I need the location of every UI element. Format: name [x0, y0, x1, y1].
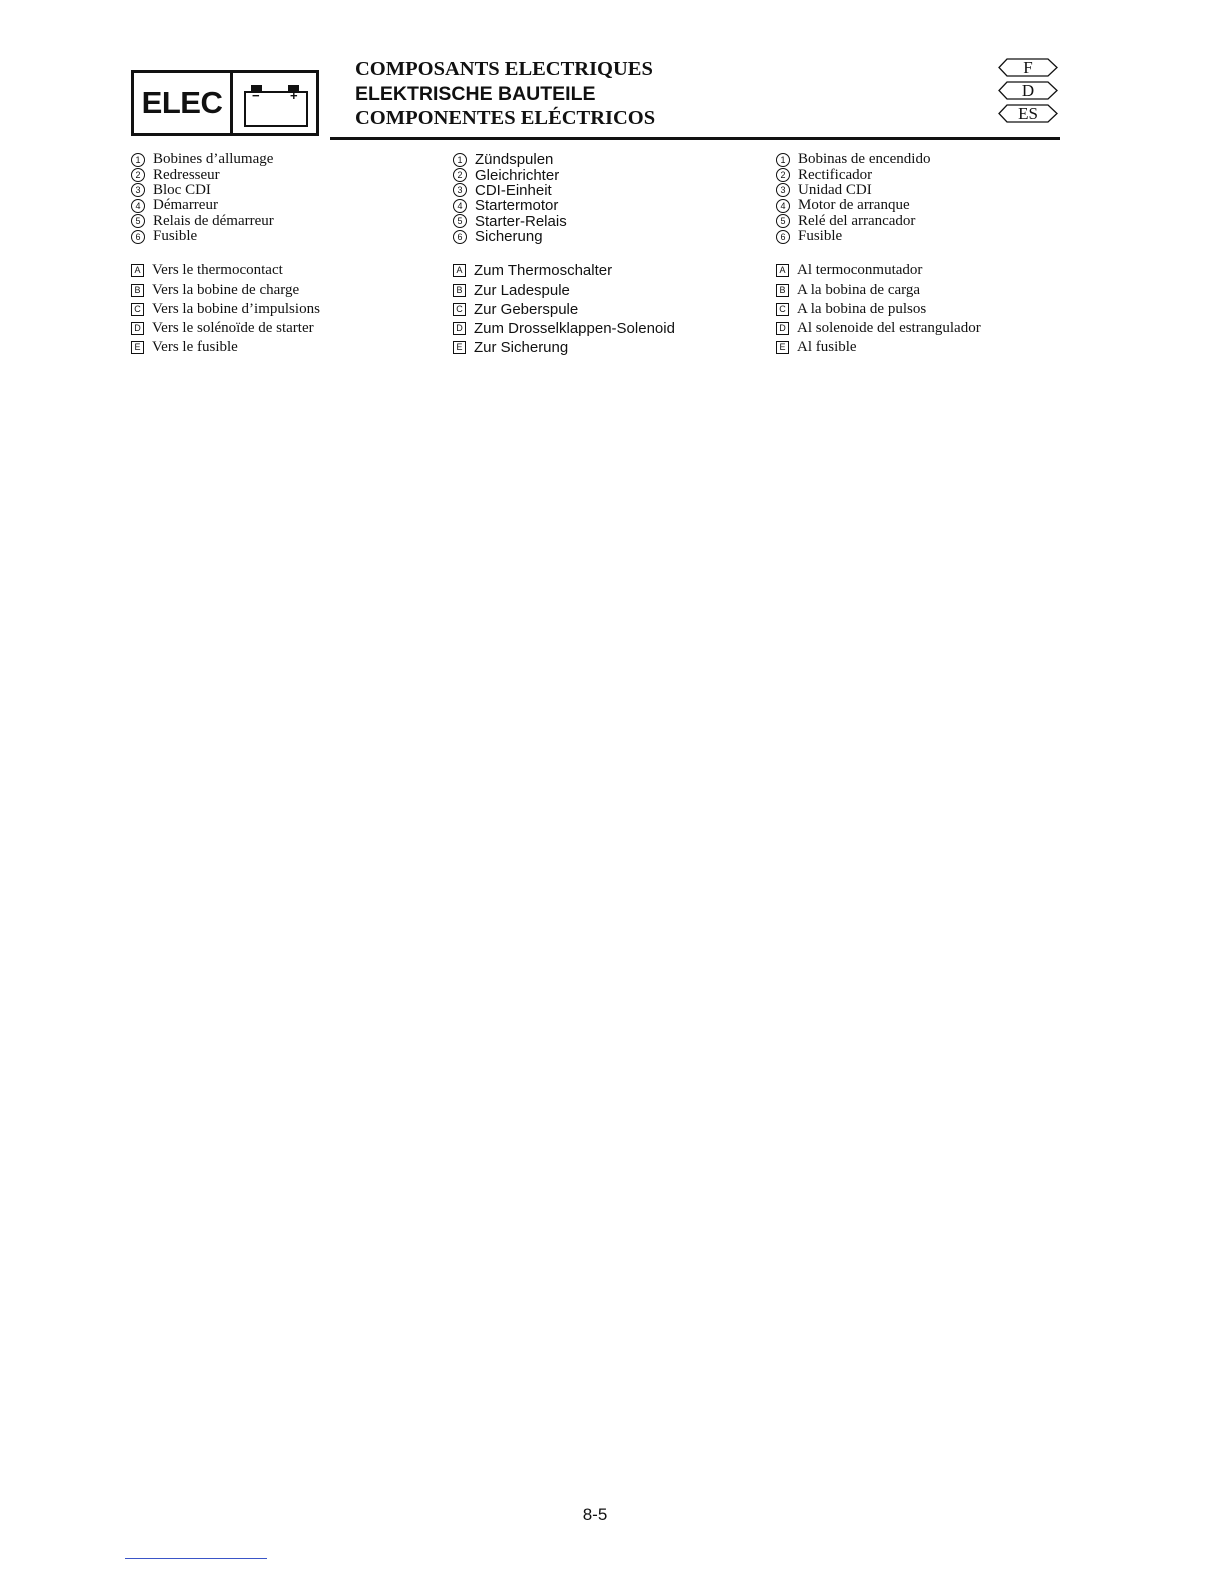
- circled-number: 6: [453, 230, 467, 244]
- battery-positive-sign: +: [290, 88, 298, 103]
- list-item: [776, 183, 981, 198]
- item-text: Relé del arrancador: [798, 212, 916, 229]
- boxed-letter: B: [453, 284, 466, 297]
- boxed-letter: D: [131, 322, 144, 335]
- item-text: A la bobina de pulsos: [797, 300, 927, 317]
- lang-tag-label: ES: [1018, 104, 1038, 123]
- list-item: [131, 281, 320, 300]
- item-text: Zündspulen: [475, 151, 554, 169]
- boxed-letter: A: [776, 264, 789, 277]
- item-text: Relais de démarreur: [153, 212, 274, 229]
- item-text: Zum Thermoschalter: [474, 262, 613, 280]
- lang-tag-label: D: [1021, 81, 1035, 100]
- boxed-letter: E: [453, 341, 466, 354]
- list-item: [131, 214, 320, 229]
- circled-number: 4: [453, 199, 467, 213]
- item-text: Zur Ladespule: [474, 281, 570, 299]
- boxed-letter: B: [776, 284, 789, 297]
- list-item: [453, 261, 675, 280]
- item-text: Vers la bobine d’impulsions: [152, 300, 320, 317]
- title-german: ELEKTRISCHE BAUTEILE: [355, 82, 596, 105]
- list-item: [453, 152, 675, 167]
- list-item: [453, 319, 675, 338]
- circled-number: 1: [131, 153, 145, 167]
- list-item: [131, 338, 320, 357]
- list-item: [131, 300, 320, 319]
- boxed-letter: B: [131, 284, 144, 297]
- item-text: Bobinas de encendido: [798, 151, 931, 168]
- list-item: [776, 261, 981, 280]
- circled-number: 5: [776, 214, 790, 228]
- list-item: [131, 183, 320, 198]
- numbered-list: [131, 152, 320, 244]
- list-item: [776, 229, 981, 244]
- list-item: [131, 261, 320, 280]
- circled-number: 4: [776, 199, 790, 213]
- item-text: Vers la bobine de charge: [152, 281, 300, 298]
- item-text: Bobines d’allumage: [153, 151, 274, 168]
- title-french: COMPOSANTS ELECTRIQUES: [355, 58, 653, 80]
- list-item: [131, 152, 320, 167]
- item-text: CDI-Einheit: [475, 181, 552, 199]
- lang-tag-german: [998, 81, 1058, 100]
- item-text: Unidad CDI: [798, 181, 872, 198]
- battery-negative-sign: −: [252, 88, 260, 103]
- list-item: [776, 319, 981, 338]
- circled-number: 3: [776, 183, 790, 197]
- list-item: [776, 281, 981, 300]
- item-text: Bloc CDI: [153, 181, 211, 198]
- item-text: Zum Drosselklappen-Solenoid: [474, 320, 675, 337]
- boxed-letter: D: [453, 322, 466, 335]
- item-text: Starter-Relais: [475, 212, 567, 230]
- circled-number: 4: [131, 199, 145, 213]
- lang-tag-french: [998, 58, 1058, 77]
- item-text: Vers le fusible: [152, 339, 238, 356]
- boxed-letter: E: [776, 341, 789, 354]
- lettered-list: [131, 261, 320, 357]
- item-text: Fusible: [153, 228, 198, 245]
- lang-tag-label: F: [1023, 58, 1033, 77]
- list-item: [131, 167, 320, 182]
- boxed-letter: A: [131, 264, 144, 277]
- item-text: Gleichrichter: [475, 166, 560, 184]
- boxed-letter: A: [453, 264, 466, 277]
- item-text: Redresseur: [153, 166, 220, 183]
- header-rule: [330, 137, 1060, 140]
- boxed-letter: E: [131, 341, 144, 354]
- item-text: Rectificador: [798, 166, 873, 183]
- item-text: Vers le thermocontact: [152, 262, 283, 279]
- elec-label: ELEC: [134, 73, 233, 133]
- list-item: [453, 167, 675, 182]
- list-item: [776, 198, 981, 213]
- list-item: [453, 198, 675, 213]
- list-item: [453, 229, 675, 244]
- item-text: A la bobina de carga: [797, 281, 921, 298]
- lettered-list: [453, 261, 675, 357]
- list-item: [776, 338, 981, 357]
- list-item: [131, 198, 320, 213]
- list-item: [776, 214, 981, 229]
- elec-section-badge: [131, 70, 319, 136]
- boxed-letter: D: [776, 322, 789, 335]
- circled-number: 5: [131, 214, 145, 228]
- numbered-list: [453, 152, 675, 244]
- list-item: [776, 300, 981, 319]
- battery-icon: [233, 73, 316, 133]
- circled-number: 1: [453, 153, 467, 167]
- item-text: Motor de arranque: [798, 197, 910, 214]
- column-german: [453, 152, 675, 357]
- boxed-letter: C: [453, 303, 466, 316]
- item-text: Zur Sicherung: [474, 339, 569, 357]
- list-item: [453, 300, 675, 319]
- circled-number: 2: [776, 168, 790, 182]
- circled-number: 2: [453, 168, 467, 182]
- language-tags: [998, 58, 1058, 127]
- boxed-letter: C: [131, 303, 144, 316]
- list-item: [453, 183, 675, 198]
- title-spanish: COMPONENTES ELÉCTRICOS: [355, 107, 656, 129]
- list-item: [131, 319, 320, 338]
- item-text: Al fusible: [797, 339, 857, 356]
- footer-line: [125, 1558, 267, 1559]
- circled-number: 1: [776, 153, 790, 167]
- lang-tag-spanish: [998, 104, 1058, 123]
- list-item: [453, 281, 675, 300]
- item-text: Fusible: [798, 228, 843, 245]
- column-spanish: [776, 152, 981, 357]
- list-item: [453, 338, 675, 357]
- item-text: Démarreur: [153, 197, 218, 214]
- numbered-list: [776, 152, 981, 244]
- circled-number: 6: [131, 230, 145, 244]
- list-item: [776, 167, 981, 182]
- page-number: 8-5: [582, 1505, 608, 1524]
- lettered-list: [776, 261, 981, 357]
- item-text: Al termoconmutador: [797, 262, 923, 279]
- list-item: [776, 152, 981, 167]
- list-item: [453, 214, 675, 229]
- item-text: Al solenoide del estrangulador: [797, 320, 981, 336]
- circled-number: 3: [131, 183, 145, 197]
- circled-number: 5: [453, 214, 467, 228]
- circled-number: 2: [131, 168, 145, 182]
- item-text: Vers le solénoïde de starter: [152, 320, 314, 336]
- item-text: Startermotor: [475, 197, 559, 215]
- item-text: Sicherung: [475, 228, 543, 246]
- boxed-letter: C: [776, 303, 789, 316]
- section-titles: [355, 57, 655, 131]
- circled-number: 3: [453, 183, 467, 197]
- item-text: Zur Geberspule: [474, 300, 579, 318]
- column-french: [131, 152, 320, 357]
- circled-number: 6: [776, 230, 790, 244]
- list-item: [131, 229, 320, 244]
